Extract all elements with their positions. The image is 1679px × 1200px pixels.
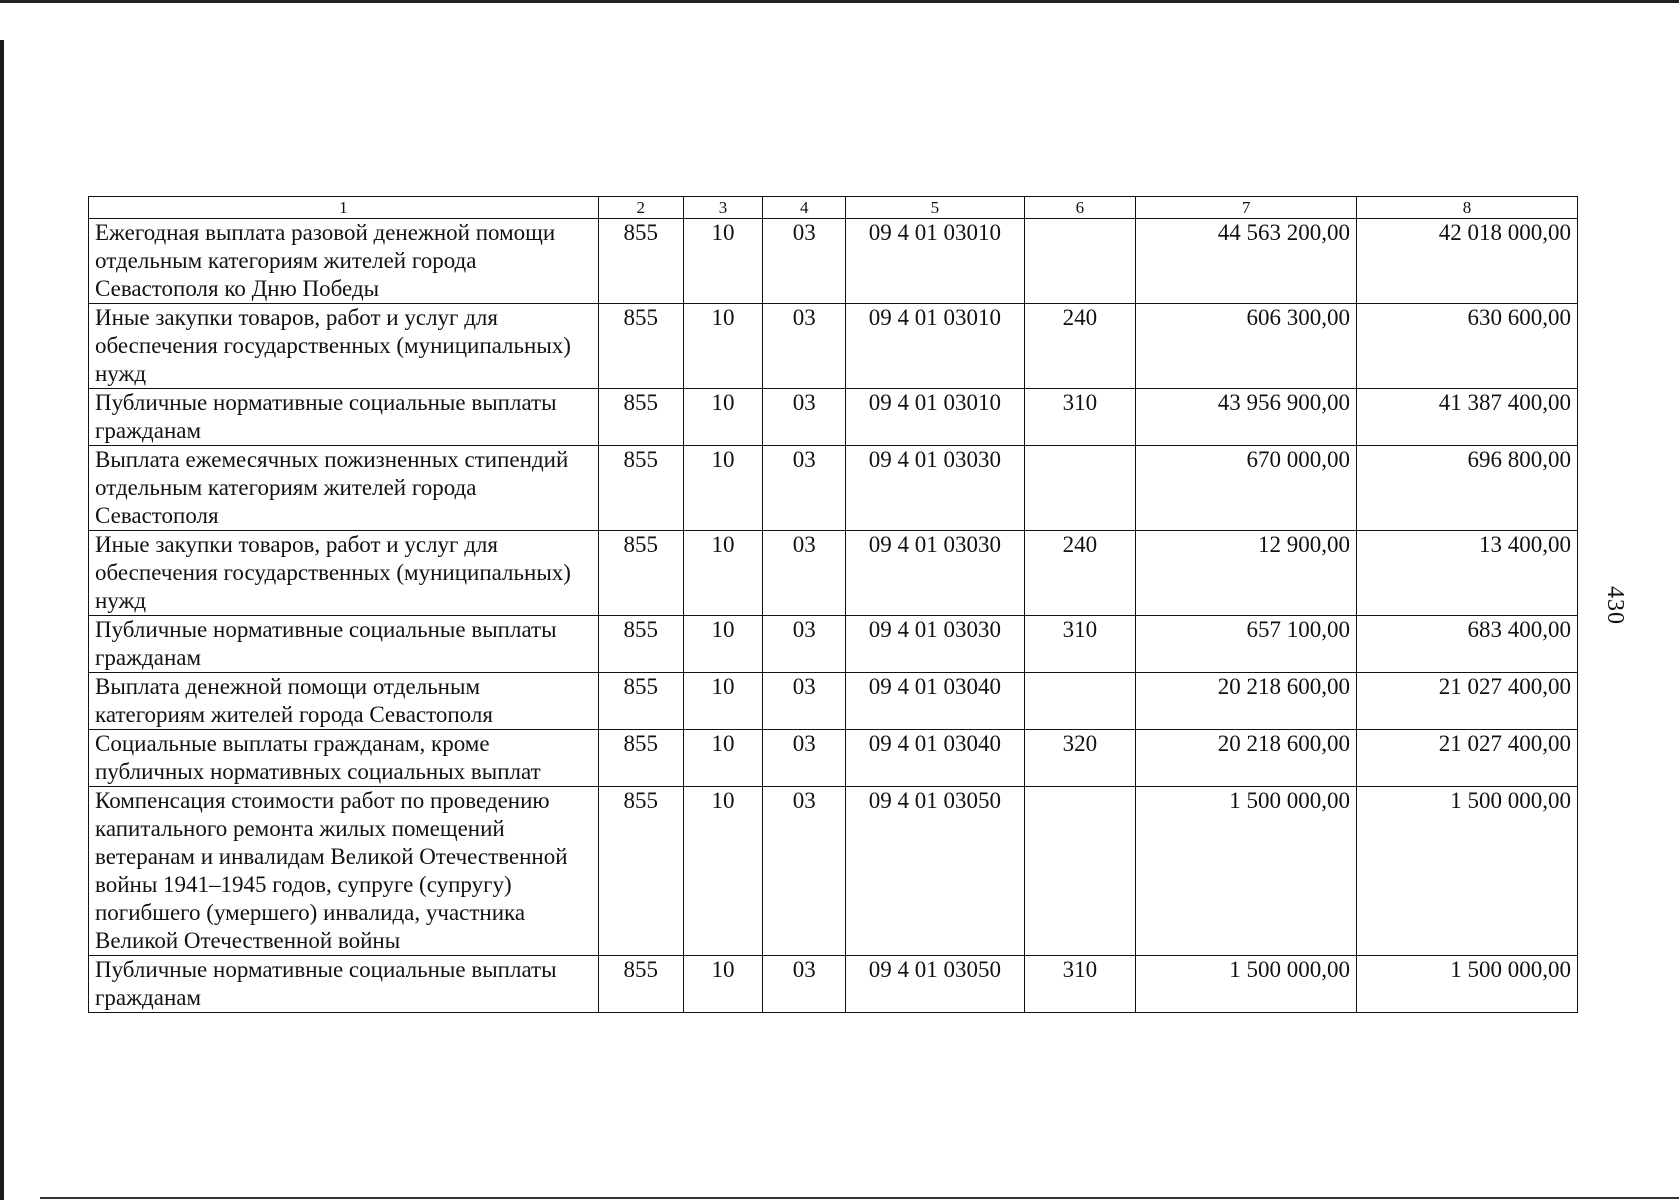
- table-row: [89, 389, 1578, 446]
- row-name-cell: Публичные нормативные социальные выплаты гражданам: [89, 616, 599, 673]
- row-col3-cell: 10: [683, 531, 763, 616]
- row-col6-cell: 310: [1024, 616, 1136, 673]
- row-col4-cell: 03: [763, 730, 846, 787]
- row-col4-cell: 03: [763, 446, 846, 531]
- row-col7-cell: 657 100,00: [1136, 616, 1357, 673]
- row-col5-cell: 09 4 01 03040: [846, 673, 1024, 730]
- row-col6-cell: [1024, 219, 1136, 304]
- row-col2-cell: 855: [598, 730, 683, 787]
- row-col6-cell: 240: [1024, 304, 1136, 389]
- scan-edge-top: [0, 0, 1679, 3]
- row-col5-cell: 09 4 01 03010: [846, 389, 1024, 446]
- budget-table: [88, 196, 1578, 1013]
- row-col5-cell: 09 4 01 03010: [846, 219, 1024, 304]
- row-name-cell: Выплата денежной помощи отдельным категориям жителей города Севастополя: [89, 673, 599, 730]
- header-cell-1: 1: [89, 197, 599, 219]
- header-cell-2: 2: [598, 197, 683, 219]
- row-col3-cell: 10: [683, 389, 763, 446]
- row-col6-cell: 310: [1024, 389, 1136, 446]
- row-col4-cell: 03: [763, 787, 846, 956]
- row-col5-cell: 09 4 01 03030: [846, 531, 1024, 616]
- row-col3-cell: 10: [683, 673, 763, 730]
- row-col8-cell: 683 400,00: [1357, 616, 1578, 673]
- row-col3-cell: 10: [683, 219, 763, 304]
- row-name-cell: Публичные нормативные социальные выплаты гражданам: [89, 389, 599, 446]
- table-row: [89, 787, 1578, 956]
- row-name-cell: Иные закупки товаров, работ и услуг для обеспечения государственных (муниципальных) нужд: [89, 304, 599, 389]
- row-col4-cell: 03: [763, 304, 846, 389]
- table-row: [89, 446, 1578, 531]
- row-col3-cell: 10: [683, 616, 763, 673]
- row-col8-cell: 42 018 000,00: [1357, 219, 1578, 304]
- row-col5-cell: 09 4 01 03050: [846, 787, 1024, 956]
- row-col5-cell: 09 4 01 03010: [846, 304, 1024, 389]
- row-col4-cell: 03: [763, 219, 846, 304]
- row-col3-cell: 10: [683, 787, 763, 956]
- scan-edge-left: [0, 40, 4, 1200]
- row-col6-cell: [1024, 673, 1136, 730]
- row-col8-cell: 41 387 400,00: [1357, 389, 1578, 446]
- row-col4-cell: 03: [763, 531, 846, 616]
- table-row: [89, 616, 1578, 673]
- row-col4-cell: 03: [763, 956, 846, 1013]
- row-name-cell: Публичные нормативные социальные выплаты гражданам: [89, 956, 599, 1013]
- row-col8-cell: 630 600,00: [1357, 304, 1578, 389]
- header-cell-5: 5: [846, 197, 1024, 219]
- row-name-cell: Компенсация стоимости работ по проведению капитального ремонта жилых помещений ветеранам и инвалидам Великой Отечественной войны 1941–1945 годов, супруге (супругу) погибшего (умершего) инвалида, участника Великой Отечественной войны: [89, 787, 599, 956]
- row-col5-cell: 09 4 01 03030: [846, 616, 1024, 673]
- row-col4-cell: 03: [763, 389, 846, 446]
- table-header-row: [89, 197, 1578, 219]
- table-body: [89, 197, 1578, 1013]
- row-col8-cell: 13 400,00: [1357, 531, 1578, 616]
- row-col7-cell: 606 300,00: [1136, 304, 1357, 389]
- row-col3-cell: 10: [683, 730, 763, 787]
- table-row: [89, 304, 1578, 389]
- row-col2-cell: 855: [598, 531, 683, 616]
- row-col6-cell: 320: [1024, 730, 1136, 787]
- header-cell-3: 3: [683, 197, 763, 219]
- row-col7-cell: 44 563 200,00: [1136, 219, 1357, 304]
- row-col8-cell: 1 500 000,00: [1357, 956, 1578, 1013]
- row-col7-cell: 1 500 000,00: [1136, 956, 1357, 1013]
- row-name-cell: Иные закупки товаров, работ и услуг для обеспечения государственных (муниципальных) нужд: [89, 531, 599, 616]
- table-row: [89, 219, 1578, 304]
- row-col8-cell: 1 500 000,00: [1357, 787, 1578, 956]
- row-col5-cell: 09 4 01 03030: [846, 446, 1024, 531]
- table-row: [89, 730, 1578, 787]
- row-col2-cell: 855: [598, 219, 683, 304]
- row-name-cell: Выплата ежемесячных пожизненных стипендий отдельным категориям жителей города Севастополя: [89, 446, 599, 531]
- header-cell-6: 6: [1024, 197, 1136, 219]
- table-row: [89, 531, 1578, 616]
- row-col8-cell: 21 027 400,00: [1357, 673, 1578, 730]
- row-col2-cell: 855: [598, 673, 683, 730]
- row-col4-cell: 03: [763, 616, 846, 673]
- row-col7-cell: 20 218 600,00: [1136, 673, 1357, 730]
- row-col7-cell: 43 956 900,00: [1136, 389, 1357, 446]
- row-col3-cell: 10: [683, 956, 763, 1013]
- row-name-cell: Социальные выплаты гражданам, кроме публичных нормативных социальных выплат: [89, 730, 599, 787]
- row-col8-cell: 696 800,00: [1357, 446, 1578, 531]
- row-col7-cell: 670 000,00: [1136, 446, 1357, 531]
- scan-edge-bottom: [40, 1197, 1679, 1199]
- row-col6-cell: 310: [1024, 956, 1136, 1013]
- header-cell-8: 8: [1357, 197, 1578, 219]
- table-row: [89, 956, 1578, 1013]
- row-col2-cell: 855: [598, 616, 683, 673]
- row-col2-cell: 855: [598, 389, 683, 446]
- row-col4-cell: 03: [763, 673, 846, 730]
- row-col2-cell: 855: [598, 304, 683, 389]
- header-cell-4: 4: [763, 197, 846, 219]
- row-col2-cell: 855: [598, 787, 683, 956]
- row-col3-cell: 10: [683, 304, 763, 389]
- row-col2-cell: 855: [598, 956, 683, 1013]
- row-col7-cell: 20 218 600,00: [1136, 730, 1357, 787]
- row-name-cell: Ежегодная выплата разовой денежной помощи отдельным категориям жителей города Севастополя ко Дню Победы: [89, 219, 599, 304]
- table-row: [89, 673, 1578, 730]
- row-col5-cell: 09 4 01 03040: [846, 730, 1024, 787]
- row-col2-cell: 855: [598, 446, 683, 531]
- row-col3-cell: 10: [683, 446, 763, 531]
- header-cell-7: 7: [1136, 197, 1357, 219]
- row-col5-cell: 09 4 01 03050: [846, 956, 1024, 1013]
- row-col6-cell: [1024, 787, 1136, 956]
- row-col6-cell: 240: [1024, 531, 1136, 616]
- row-col7-cell: 12 900,00: [1136, 531, 1357, 616]
- row-col7-cell: 1 500 000,00: [1136, 787, 1357, 956]
- row-col8-cell: 21 027 400,00: [1357, 730, 1578, 787]
- page-number: 430: [1602, 586, 1628, 625]
- row-col6-cell: [1024, 446, 1136, 531]
